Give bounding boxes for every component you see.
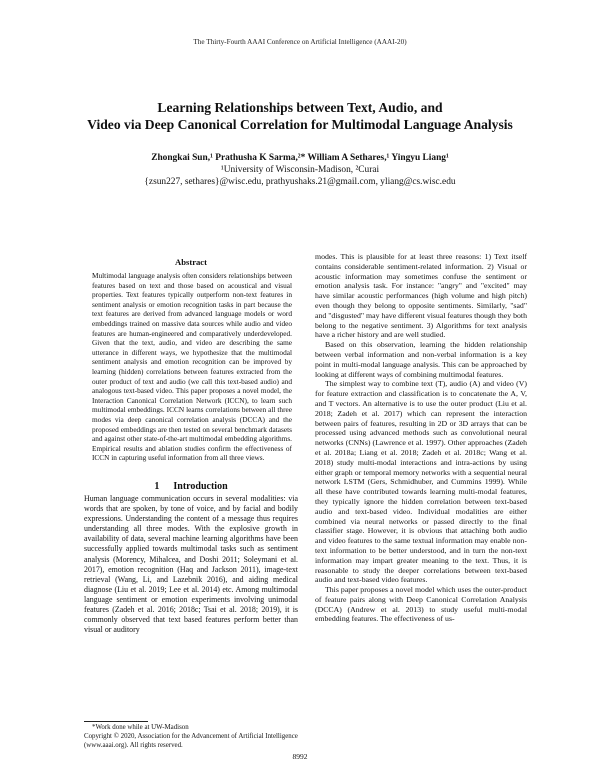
footnote-star: *Work done while at UW-Madison — [92, 724, 189, 731]
footnote-copyright: Copyright © 2020, Association for the Advancement of Artificial Intelligence (www.aaai.org). All rights reserved. — [84, 732, 298, 749]
abstract-heading: Abstract — [175, 257, 207, 267]
section-title: Introduction — [173, 481, 228, 492]
author-names: Zhongkai Sun,¹ Prathusha K Sarma,²* William A Sethares,¹ Yingyu Liang¹ — [151, 153, 449, 163]
author-affiliation: ¹University of Wisconsin-Madison, ²Curai — [220, 165, 380, 175]
footnote-divider — [84, 721, 148, 722]
abstract-text: Multimodal language analysis often considers relationships between features based on text and those based on acoustical and visual properties. Text features typically outperform non-text features in sentiment analysis or emotion recognition tasks in part because the text features are derived from advanced language models or word embeddings trained on massive data sources while audio and video features are human-engineered and comparatively underdeveloped. Given that the text, audio, and video are describing the same utterance in different ways, we hypothesize that the multimodal sentiment analysis and emotion recognition can be improved by learning (hidden) correlations between features extracted from the outer product of text and audio (we call this text-based audio) and analogous text-based video. This paper proposes a novel model, the Interaction Canonical Correlation Network (ICCN), to learn such multimodal embeddings. ICCN learns correlations between all three modes via deep canonical correlation analysis (DCCA) and the proposed embeddings are then tested on several benchmark datasets and against other state-of-the-art multimodal embedding algorithms. Empirical results and ablation studies confirm the effectiveness of ICCN in capturing useful information from all three views. — [92, 271, 292, 463]
author-emails: {zsun227, sethares}@wisc.edu, prathyushaks.21@gmail.com, yliang@cs.wisc.edu — [144, 177, 456, 187]
title-line-1: Learning Relationships between Text, Audio, and — [157, 100, 443, 115]
section-number: 1 — [154, 481, 160, 492]
right-column — [315, 252, 527, 624]
right-paragraph-1: modes. This is plausible for at least three reasons: 1) Text itself contains considerable sentiment-related information. 2) Visual or acoustic information may sometimes confuse the sentiment or emotion analysis task. For instance: "angry" and "excited" may have similar acoustic performances (high volume and high pitch) even though they belong to opposite sentiments. Similarly, "sad" and "disgusted" may have different visual features though they both belong to the negative sentiment. 3) Algorithms for text analysis have a richer history and are well studied. — [315, 252, 527, 340]
title-line-2: Video via Deep Canonical Correlation for Multimodal Language Analysis — [87, 117, 513, 132]
conference-header: The Thirty-Fourth AAAI Conference on Artificial Intelligence (AAAI-20) — [193, 38, 407, 46]
right-paragraph-4: This paper proposes a novel model which uses the outer-product of feature pairs along with Deep Canonical Correlation Analysis (DCCA) (Andrew et al. 2013) to study useful multi-modal embedding features. The effectiveness of us- — [315, 585, 527, 624]
footnote — [84, 724, 298, 750]
paper-title — [40, 99, 560, 133]
introduction-text: Human language communication occurs in several modalities: via words that are spoken, by tone of voice, and by facial and bodily expressions. Understanding the content of a message thus requires understanding all three modes. With the explosive growth in availability of data, several machine learning algorithms have been successfully applied towards multimodal tasks such as sentiment analysis (Morency, Mihalcea, and Doshi 2011; Soleymani et al. 2017), emotion recognition (Haq and Jackson 2011), image-text retrieval (Wang, Li, and Lazebnik 2016), and aiding medical diagnose (Liu et al. 2019; Lee et al. 2014) etc. Among multimodal language sentiment or emotion experiments involving unimodal features (Zadeh et al. 2016; 2018c; Tsai et al. 2018; 2019), it is commonly observed that text based features perform better than visual or auditory — [84, 494, 298, 635]
right-paragraph-3: The simplest way to combine text (T), audio (A) and video (V) for feature extraction and classification is to concatenate the A, V, and T vectors. An alternative is to use the outer product (Liu et al. 2018; Zadeh et al. 2017) which can represent the interaction between pairs of features, resulting in 2D or 3D arrays that can be processed using advanced methods such as convolutional neural networks (CNNs) (Lawrence et al. 1997). Other approaches (Zadeh et al. 2018a; Liang et al. 2018; Zadeh et al. 2018c; Wang et al. 2018) study multi-modal interactions and intra-actions by using either graph or temporal memory networks with a sequential neural network LSTM (Gers, Schmidhuber, and Cummins 1999). While all these have contributed towards learning multi-modal features, they typically ignore the hidden correlation between text-based audio and text-based video. Individual modalities are either combined via neural networks or passed directly to the final classifier stage. However, it is obvious that attaching both audio and video features to the same textual information may enable non-text information to be better understood, and in turn the non-text information may impart greater meaning to the text. Thus, it is reasonable to study the deeper correlations between text-based audio and text-based video features. — [315, 379, 527, 585]
right-paragraph-2: Based on this observation, learning the hidden relationship between verbal information and non-verbal information is a key point in multi-modal language analysis. This can be approached by looking at different ways of combining multimodal features. — [315, 340, 527, 379]
introduction-heading — [84, 481, 298, 492]
author-block — [40, 152, 560, 188]
page-number: 8992 — [292, 752, 308, 761]
